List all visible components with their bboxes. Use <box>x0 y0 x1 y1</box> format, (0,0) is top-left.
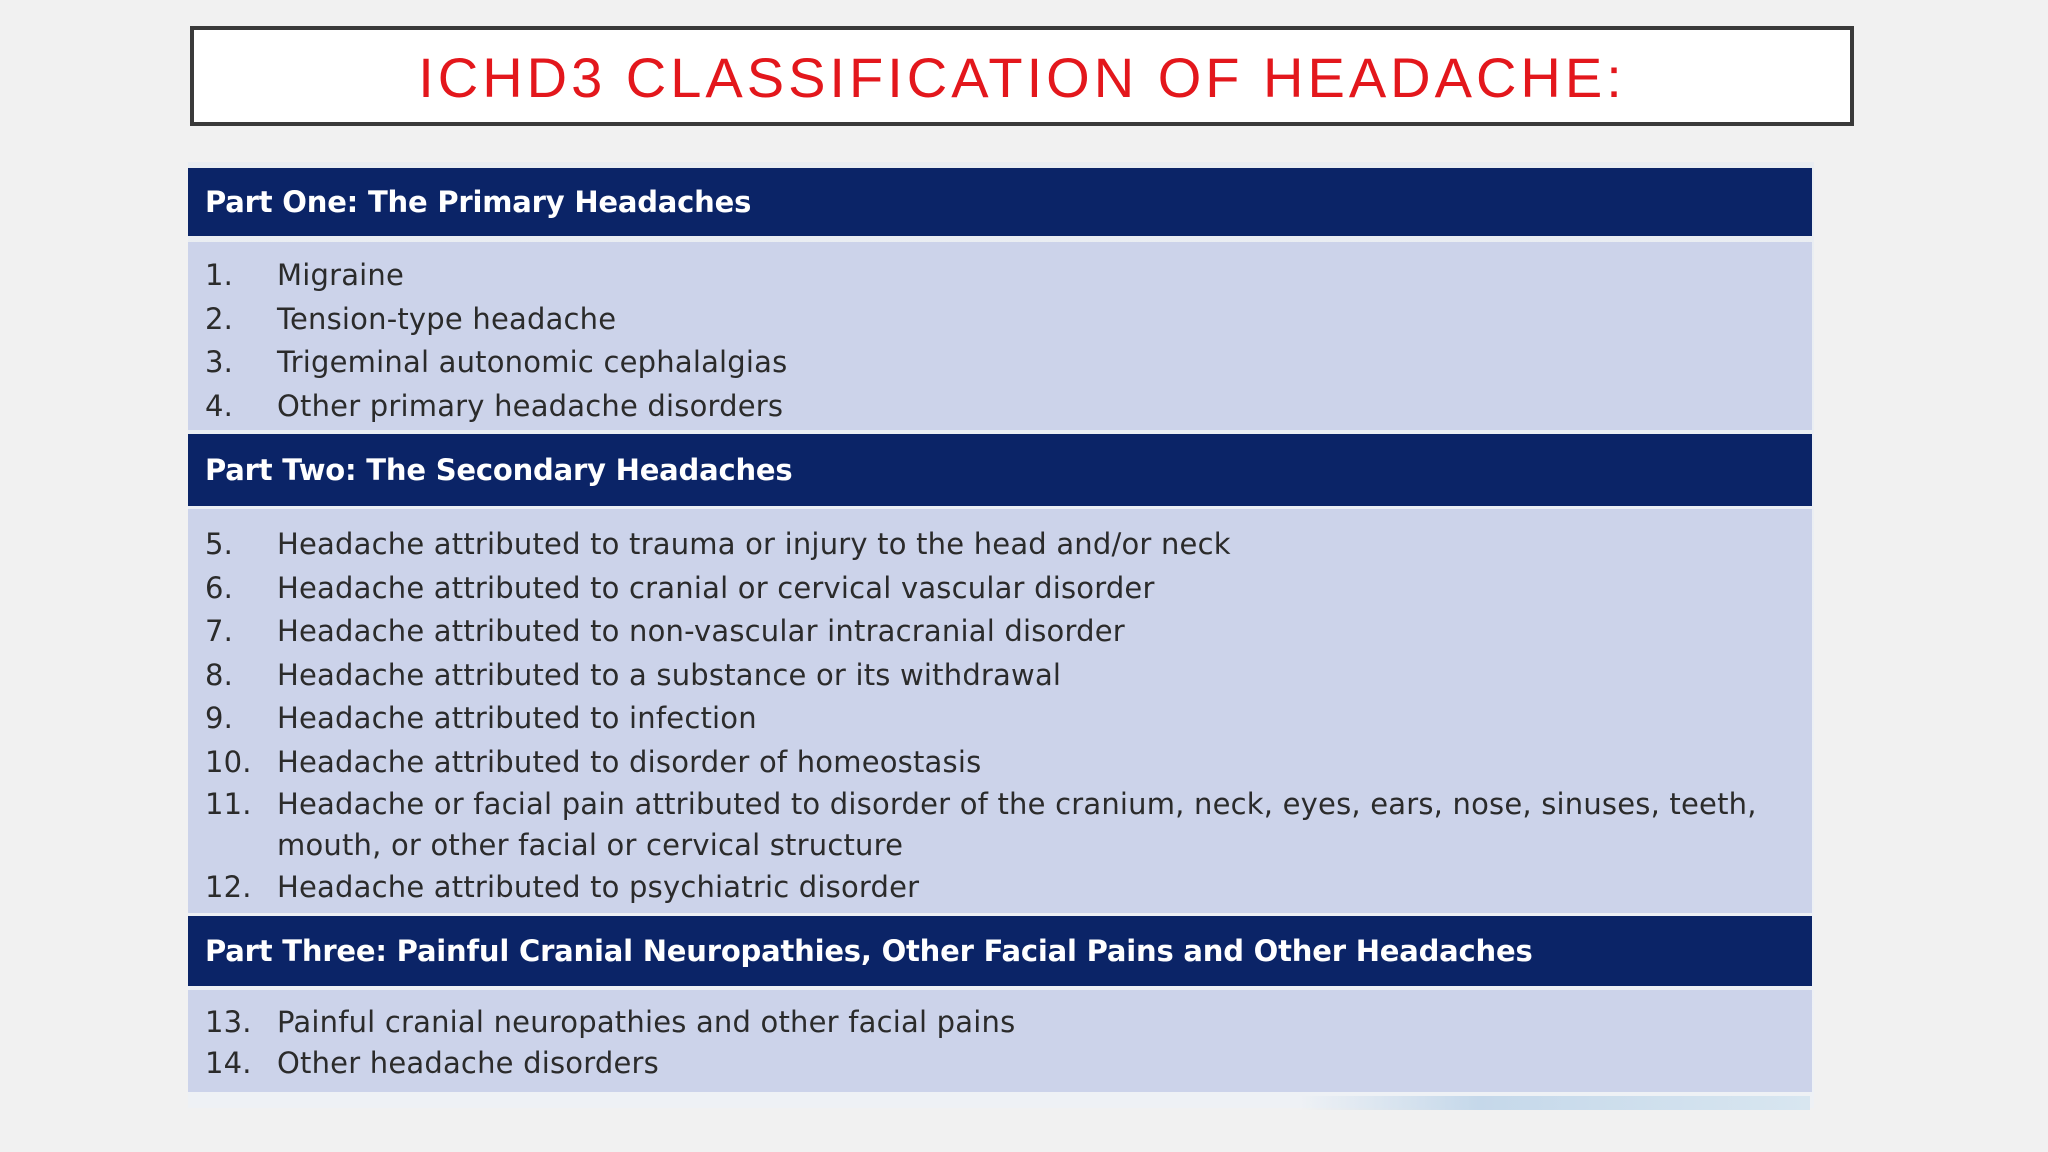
list-item <box>188 341 1812 385</box>
item-text: Other primary headache disorders <box>277 388 784 423</box>
item-number: 13. <box>205 1005 252 1039</box>
item-number: 5. <box>205 527 234 561</box>
list-item <box>188 610 1812 654</box>
item-number: 14. <box>205 1046 252 1080</box>
list-item <box>188 1043 1812 1084</box>
part-one-body <box>188 242 1812 430</box>
list-item <box>188 654 1812 698</box>
title-box <box>190 26 1854 126</box>
item-text: Headache attributed to cranial or cervical vascular disorder <box>277 570 1155 605</box>
part-one-header: Part One: The Primary Headaches <box>188 168 1812 236</box>
item-text: Headache attributed to infection <box>277 701 757 735</box>
item-number: 10. <box>205 744 252 779</box>
item-number: 8. <box>205 657 234 692</box>
part-three-body <box>188 990 1812 1092</box>
item-text: Headache attributed to disorder of homeostasis <box>277 744 982 779</box>
decorative-strip <box>1300 1096 1810 1110</box>
part-two-header: Part Two: The Secondary Headaches <box>188 434 1812 506</box>
part-three-header: Part Three: Painful Cranial Neuropathies, Other Facial Pains and Other Headaches <box>188 916 1812 986</box>
list-item <box>188 254 1812 298</box>
page-title: ICHD3 CLASSIFICATION OF HEADACHE: <box>418 46 1626 109</box>
item-number: 4. <box>205 388 234 423</box>
list-item <box>188 741 1812 785</box>
item-number: 3. <box>205 345 234 379</box>
item-text: Headache attributed to non-vascular intracranial disorder <box>277 614 1125 648</box>
list-item <box>188 866 1812 910</box>
item-number: 2. <box>205 301 234 336</box>
list-item <box>188 697 1812 741</box>
item-text: Other headache disorders <box>277 1046 659 1080</box>
item-text: Tension-type headache <box>277 301 617 336</box>
item-number: 6. <box>205 570 234 605</box>
part-one <box>188 168 1812 430</box>
list-item <box>188 567 1812 611</box>
item-text: Headache attributed to a substance or its withdrawal <box>277 657 1062 692</box>
list-item <box>188 784 1812 866</box>
item-number: 11. <box>205 787 252 821</box>
item-number: 7. <box>205 614 234 648</box>
list-item <box>188 298 1812 342</box>
item-text: Headache or facial pain attributed to disorder of the cranium, neck, eyes, ears, nose, sinuses, teeth, mouth, or other facial or cervical structure <box>277 787 1757 862</box>
item-text: Headache attributed to trauma or injury to the head and/or neck <box>277 527 1231 561</box>
item-text: Trigeminal autonomic cephalalgias <box>277 345 788 379</box>
item-text: Migraine <box>277 258 405 292</box>
classification-table <box>188 162 1814 1108</box>
item-number: 9. <box>205 701 234 735</box>
item-text: Headache attributed to psychiatric disorder <box>277 870 920 904</box>
item-number: 12. <box>205 870 252 904</box>
part-two-body <box>188 509 1812 913</box>
list-item <box>188 385 1812 429</box>
part-three <box>188 916 1812 1092</box>
list-item <box>188 523 1812 567</box>
part-two <box>188 434 1812 913</box>
list-item <box>188 1002 1812 1043</box>
item-text: Painful cranial neuropathies and other facial pains <box>277 1005 1016 1039</box>
item-number: 1. <box>205 258 234 292</box>
